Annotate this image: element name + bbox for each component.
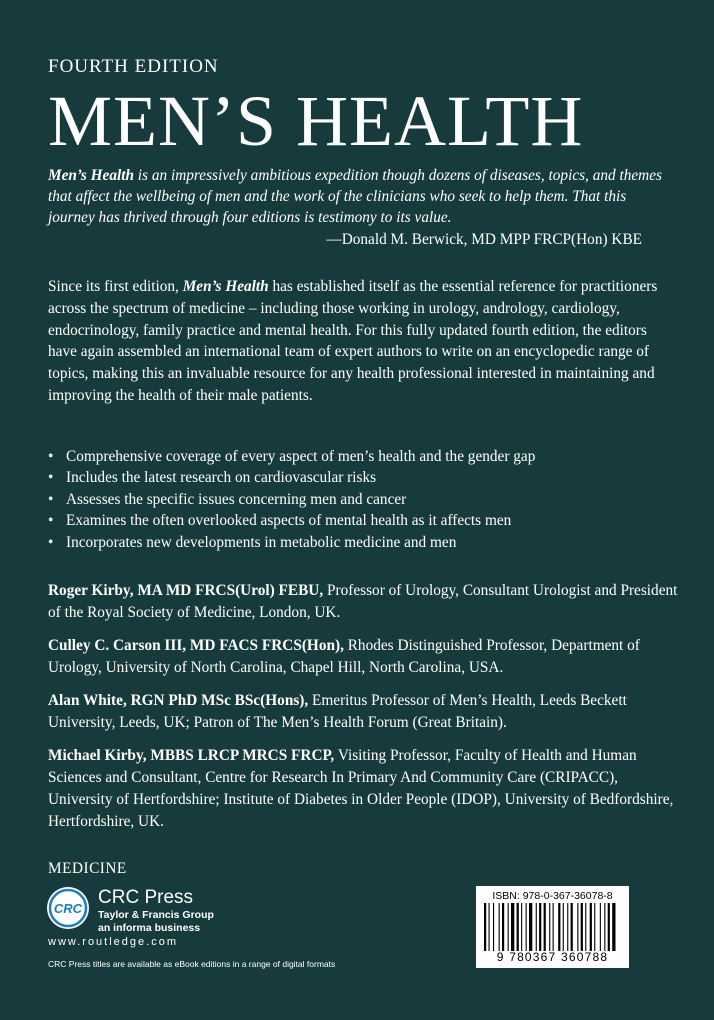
book-description xyxy=(48,276,672,407)
description-book-title: Men’s Health xyxy=(182,278,269,295)
book-title: MEN’S HEALTH xyxy=(48,81,584,161)
quote-book-title: Men’s Health xyxy=(48,167,134,184)
author-name: Alan White, RGN PhD MSc BSc(Hons), xyxy=(48,692,309,709)
description-text: has established itself as the essential reference for practitioners across the spectrum of medicine – including those working in urology, andrology, cardiology, endocrinology, family practice and mental health. For this fully updated fourth edition, the editors have again assembled an international team of expert authors to write on an encyclopedic range of topics, making this an invaluable resource for any health professional interested in maintaining and improving the health of their male patients. xyxy=(48,278,658,404)
barcode-box xyxy=(476,886,629,968)
author-name: Michael Kirby, MBBS LRCP MRCS FRCP, xyxy=(48,747,335,764)
edition-label: FOURTH EDITION xyxy=(48,56,219,77)
brand-name: CRC Press xyxy=(98,887,194,908)
feature-item: • Examines the often overlooked aspects of mental health as it affects men xyxy=(48,510,678,531)
author-list xyxy=(48,580,678,844)
quote-text: is an impressively ambitious expedition though dozens of diseases, topics, and themes that affect the wellbeing of men and the work of the clinicians who seek to help them. That this journey has thrived through four editions is testimony to its value. xyxy=(48,167,662,226)
bullet-icon: • xyxy=(48,512,54,530)
crc-press-logo-icon xyxy=(46,886,90,930)
barcode-digits: 9 780367 360788 xyxy=(496,950,609,964)
barcode-bars xyxy=(484,903,621,951)
endorsement-quote xyxy=(48,165,668,228)
author-entry xyxy=(48,690,678,734)
bullet-icon: • xyxy=(48,469,54,487)
publisher-brand xyxy=(98,887,214,935)
author-name: Culley C. Carson III, MD FACS FRCS(Hon), xyxy=(48,637,344,654)
brand-subline: an informa business xyxy=(98,922,201,934)
description-lead: Since its first edition, xyxy=(48,278,183,295)
feature-list xyxy=(48,446,678,553)
brand-subline: Taylor & Francis Group xyxy=(98,909,214,921)
author-entry xyxy=(48,580,678,624)
author-entry xyxy=(48,745,678,833)
author-entry xyxy=(48,635,678,679)
author-name: Roger Kirby, MA MD FRCS(Urol) FEBU, xyxy=(48,582,324,599)
feature-item: • Comprehensive coverage of every aspect of men’s health and the gender gap xyxy=(48,446,678,467)
bullet-icon: • xyxy=(48,490,54,508)
author-bio: Rhodes Distinguished Professor, Department of Urology, University of North Carolina, Chapel Hill, North Carolina, USA. xyxy=(48,637,640,676)
author-bio: Visiting Professor, Faculty of Health and Human Sciences and Consultant, Centre for Research In Primary And Community Care (CRIPACC), University of Hertfordshire; Institute of Diabetes in Older People (IDOP), University of Bedfordshire, Hertfordshire, UK. xyxy=(48,747,674,830)
subject-category: MEDICINE xyxy=(48,860,127,877)
bullet-icon: • xyxy=(48,533,54,551)
isbn-label: ISBN: 978-0-367-36078-8 xyxy=(492,890,613,902)
ebook-footnote: CRC Press titles are available as eBook editions in a range of digital formats xyxy=(48,959,336,969)
feature-item: • Assesses the specific issues concerning men and cancer xyxy=(48,489,678,510)
publisher-website: www.routledge.com xyxy=(48,936,178,948)
feature-item: • Incorporates new developments in metabolic medicine and men xyxy=(48,532,678,553)
author-bio: Emeritus Professor of Men’s Health, Leeds Beckett University, Leeds, UK; Patron of The Men’s Health Forum (Great Britain). xyxy=(48,692,627,731)
logo-text: CRC xyxy=(53,901,83,916)
author-bio: Professor of Urology, Consultant Urologist and President of the Royal Society of Medicine, London, UK. xyxy=(48,582,678,621)
feature-item: • Includes the latest research on cardiovascular risks xyxy=(48,467,678,488)
bullet-icon: • xyxy=(48,448,54,465)
quote-attribution: —Donald M. Berwick, MD MPP FRCP(Hon) KBE xyxy=(326,231,642,248)
